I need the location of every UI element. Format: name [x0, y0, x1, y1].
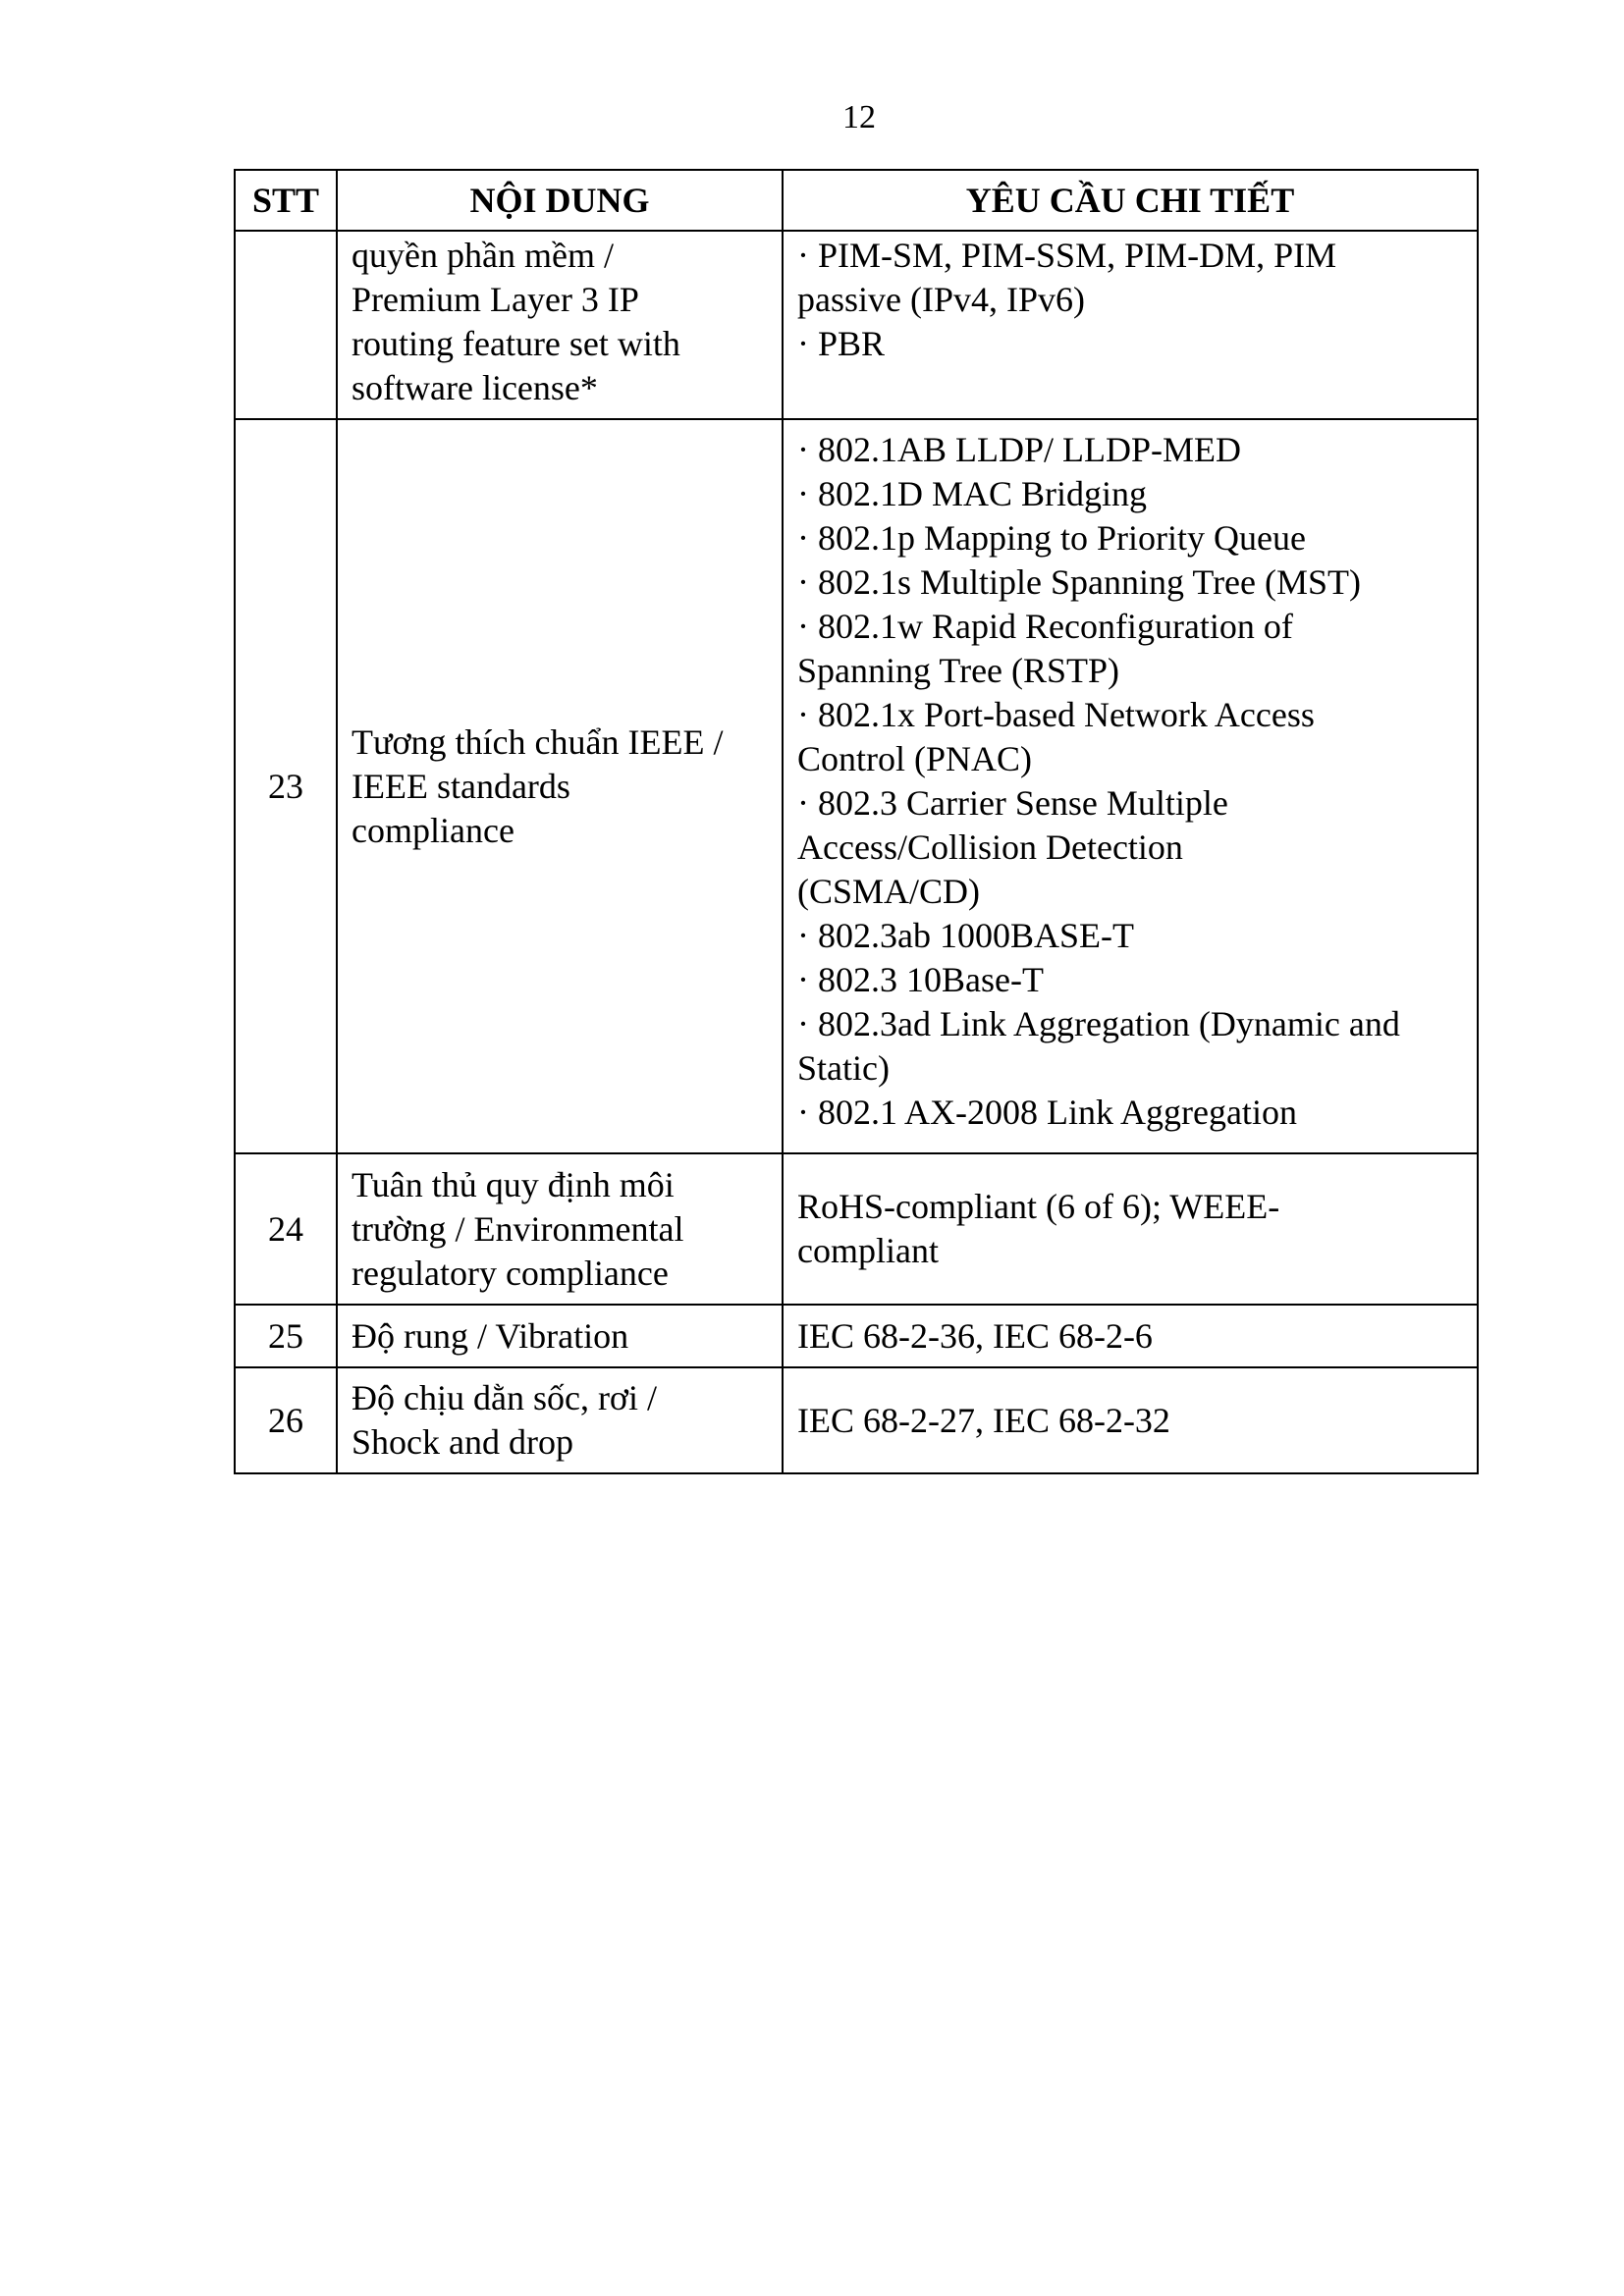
detail-line: · 802.1x Port-based Network Access	[797, 695, 1315, 734]
content-line: software license*	[352, 368, 598, 407]
detail-line: · 802.3 10Base-T	[797, 960, 1044, 999]
content-line: quyền phần mềm /	[352, 236, 614, 275]
content-line: routing feature set with	[352, 324, 680, 363]
header-content: NỘI DUNG	[337, 170, 783, 231]
detail-line: · 802.3ad Link Aggregation (Dynamic and	[797, 1004, 1400, 1043]
cell-detail	[783, 1305, 1478, 1367]
cell-stt: 26	[235, 1367, 337, 1473]
table-row	[235, 419, 1478, 1153]
cell-content	[337, 1367, 783, 1473]
detail-line: · 802.1AB LLDP/ LLDP-MED	[797, 430, 1241, 469]
spec-table	[234, 169, 1479, 1474]
cell-detail	[783, 1367, 1478, 1473]
content-line: regulatory compliance	[352, 1253, 669, 1293]
table-body	[235, 231, 1478, 1473]
detail-line: · 802.1D MAC Bridging	[797, 474, 1148, 513]
content-line: Độ rung / Vibration	[352, 1315, 629, 1356]
table-row	[235, 1305, 1478, 1367]
table-row	[235, 231, 1478, 419]
detail-line: Static)	[797, 1048, 890, 1088]
content-line: Tuân thủ quy định môi	[352, 1164, 675, 1204]
content-line: compliance	[352, 810, 514, 850]
detail-line: IEC 68-2-36, IEC 68-2-6	[797, 1315, 1153, 1356]
detail-line: · PIM-SM, PIM-SSM, PIM-DM, PIM	[797, 236, 1337, 275]
table-row	[235, 1153, 1478, 1305]
detail-line: · 802.1w Rapid Reconfiguration of	[797, 607, 1293, 646]
cell-stt: 25	[235, 1305, 337, 1367]
content-line: Độ chịu dằn sốc, rơi /	[352, 1378, 657, 1417]
detail-line: · PBR	[797, 324, 886, 363]
content-line: trường / Environmental	[352, 1208, 684, 1249]
detail-line: RoHS-compliant (6 of 6); WEEE-	[797, 1187, 1280, 1226]
cell-content	[337, 231, 783, 419]
cell-content	[337, 1153, 783, 1305]
cell-stt	[235, 231, 337, 419]
table-row	[235, 1367, 1478, 1473]
detail-line: · 802.1p Mapping to Priority Queue	[797, 518, 1306, 558]
content-line: Tương thích chuẩn IEEE /	[352, 721, 724, 762]
content-line: Premium Layer 3 IP	[352, 280, 639, 319]
page-number: 12	[842, 99, 876, 135]
content-line: Shock and drop	[352, 1422, 573, 1462]
cell-stt: 23	[235, 419, 337, 1153]
detail-line: compliant	[797, 1231, 939, 1270]
table-header-row	[235, 170, 1478, 231]
detail-line: (CSMA/CD)	[797, 872, 981, 911]
detail-line: · 802.1s Multiple Spanning Tree (MST)	[797, 562, 1362, 602]
cell-detail	[783, 1153, 1478, 1305]
detail-line: · 802.3ab 1000BASE-T	[797, 916, 1134, 955]
detail-line: · 802.1 AX-2008 Link Aggregation	[797, 1093, 1297, 1132]
cell-stt: 24	[235, 1153, 337, 1305]
cell-content	[337, 419, 783, 1153]
detail-line: IEC 68-2-27, IEC 68-2-32	[797, 1400, 1170, 1440]
content-line: IEEE standards	[352, 766, 570, 806]
header-stt: STT	[235, 170, 337, 231]
detail-line: Control (PNAC)	[797, 739, 1033, 778]
cell-detail	[783, 419, 1478, 1153]
detail-line: Spanning Tree (RSTP)	[797, 651, 1120, 690]
detail-line: · 802.3 Carrier Sense Multiple	[797, 783, 1228, 823]
header-detail: YÊU CẦU CHI TIẾT	[783, 170, 1478, 231]
cell-detail	[783, 231, 1478, 419]
detail-line: Access/Collision Detection	[797, 828, 1183, 867]
detail-line: passive (IPv4, IPv6)	[797, 280, 1085, 319]
cell-content	[337, 1305, 783, 1367]
